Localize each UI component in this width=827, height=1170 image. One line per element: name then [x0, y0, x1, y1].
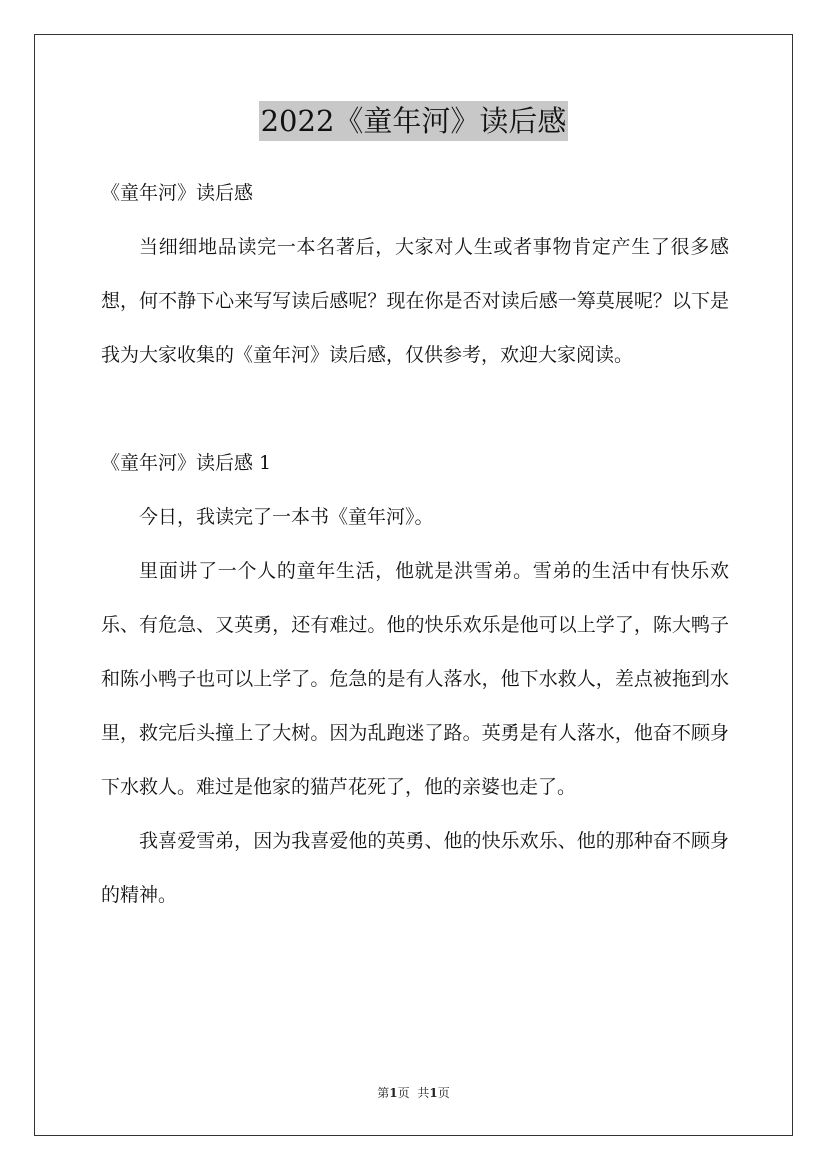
intro-heading: 《童年河》读后感 — [101, 182, 254, 204]
footer-page-suffix: 页 — [397, 1086, 410, 1100]
title-container — [0, 101, 827, 141]
intro-paragraph: 当细细地品读完一本名著后，大家对人生或者事物肯定产生了很多感想，何不静下心来写写读后感呢？现在你是否对读后感一筹莫展呢？以下是我为大家收集的《童年河》读后感，仅供参考，欢迎大家阅读。 — [101, 236, 729, 366]
footer-page-number: 1 — [389, 1086, 398, 1100]
footer-total-suffix: 页 — [437, 1086, 450, 1100]
body-paragraph-1: 今日，我读完了一本书《童年河》。 — [139, 506, 434, 528]
document-body — [101, 166, 729, 922]
section-spacer — [101, 382, 729, 436]
body-paragraph-2: 里面讲了一个人的童年生活，他就是洪雪弟。雪弟的生活中有快乐欢乐、有危急、又英勇，还有难过。他的快乐欢乐是他可以上学了，陈大鸭子和陈小鸭子也可以上学了。危急的是有人落水，他下水救人，差点被拖到水里，救完后头撞上了大树。因为乱跑迷了路。英勇是有人落水，他奋不顾身下水救人。难过是他家的猫芦花死了，他的亲婆也走了。 — [101, 560, 729, 798]
page-footer — [0, 1084, 827, 1101]
footer-page-prefix: 第 — [377, 1086, 390, 1100]
section-heading: 《童年河》读后感 1 — [101, 452, 272, 474]
footer-total-prefix: 共 — [417, 1086, 430, 1100]
body-paragraph-3: 我喜爱雪弟，因为我喜爱他的英勇、他的快乐欢乐、他的那种奋不顾身的精神。 — [101, 830, 729, 906]
footer-total-pages: 1 — [429, 1086, 438, 1100]
document-title: 2022《童年河》读后感 — [259, 101, 569, 141]
